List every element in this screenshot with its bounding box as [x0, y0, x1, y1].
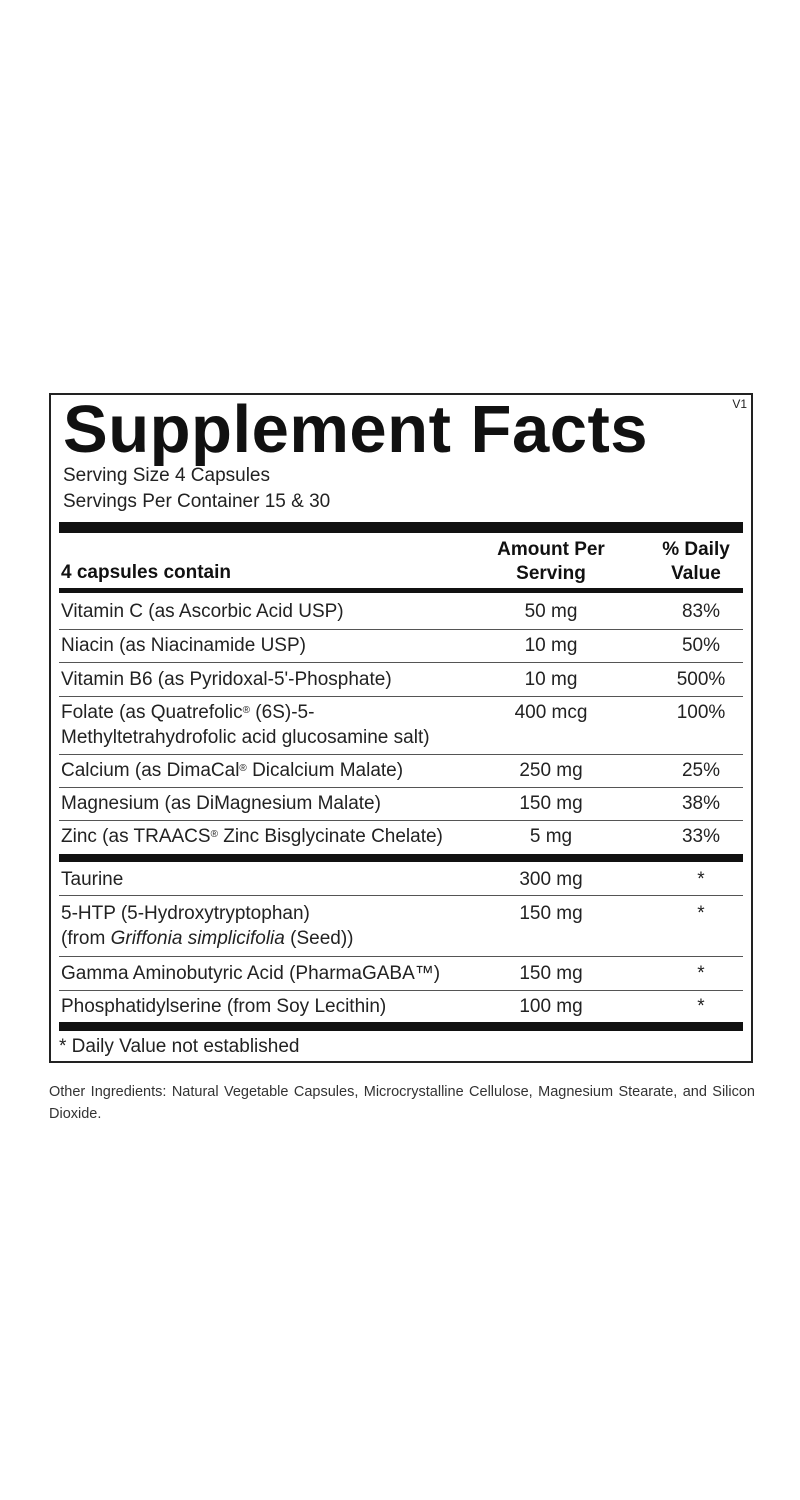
nutrient-dv: 100%	[676, 702, 726, 723]
row-divider	[59, 787, 743, 788]
registered-mark: ®	[242, 705, 251, 716]
row-divider	[59, 662, 743, 663]
nutrient-amount: 100 mg	[519, 996, 583, 1017]
nutrient-amount: 10 mg	[524, 669, 578, 690]
thick-divider	[59, 854, 743, 862]
row-divider	[59, 820, 743, 821]
row-divider	[59, 629, 743, 630]
nutrient-name: Gamma Aminobutyric Acid (PharmaGABA™)	[61, 963, 441, 984]
nutrient-name: Taurine	[61, 869, 124, 890]
row-divider	[59, 895, 743, 896]
nutrient-amount: 300 mg	[519, 869, 583, 890]
nutrient-name	[61, 824, 443, 849]
nutrient-name-line2: Methyltetrahydrofolic acid glucosamine salt)	[61, 727, 430, 748]
nutrient-name	[61, 901, 353, 951]
supplement-facts-panel	[49, 393, 753, 1063]
registered-mark: ®	[210, 829, 218, 840]
nutrient-dv: 25%	[681, 760, 721, 781]
nutrient-name	[61, 700, 430, 750]
row-divider	[59, 990, 743, 991]
registered-mark: ®	[239, 763, 247, 774]
other-ingredients: Other Ingredients: Natural Vegetable Capsules, Microcrystalline Cellulose, Magnesium Stearate, and Silicon Dioxide.	[49, 1084, 755, 1122]
nutrient-name-part: (from	[61, 928, 111, 949]
nutrient-name-part: Folate (as Quatrefolic	[61, 702, 243, 723]
panel-title: Supplement Facts	[63, 392, 649, 467]
nutrient-amount: 250 mg	[519, 760, 583, 781]
nutrient-name	[61, 758, 403, 783]
nutrient-dv: *	[697, 869, 705, 890]
nutrient-dv: 33%	[681, 826, 721, 847]
nutrient-name: Niacin (as Niacinamide USP)	[61, 635, 306, 656]
nutrient-dv: *	[697, 903, 705, 924]
row-divider	[59, 696, 743, 697]
nutrient-dv: 38%	[681, 793, 721, 814]
nutrient-amount: 5 mg	[529, 826, 573, 847]
version-label: V1	[732, 397, 747, 411]
amount-header-line2: Serving	[516, 563, 586, 584]
nutrient-name-part: Dicalcium Malate)	[246, 760, 404, 781]
footnote: * Daily Value not established	[59, 1036, 300, 1057]
amount-header-line1: Amount Per	[497, 539, 605, 560]
nutrient-name: Phosphatidylserine (from Soy Lecithin)	[61, 996, 387, 1017]
thick-divider	[59, 522, 743, 533]
dv-header-line2: Value	[671, 563, 721, 584]
nutrient-dv: *	[697, 996, 705, 1017]
nutrient-name-part: (Seed))	[284, 928, 354, 949]
nutrient-dv: 83%	[681, 601, 721, 622]
nutrient-name-part: Calcium (as DimaCal	[61, 760, 240, 781]
nutrient-amount: 400 mcg	[514, 702, 588, 723]
row-divider	[59, 956, 743, 957]
amount-header	[481, 538, 621, 586]
nutrient-name-part: 5-HTP (5-Hydroxytryptophan)	[61, 903, 310, 924]
nutrient-name-part: Zinc Bisglycinate Chelate)	[217, 826, 443, 847]
nutrient-dv: *	[697, 963, 705, 984]
servings-per-container: Servings Per Container 15 & 30	[63, 491, 331, 512]
thick-divider	[59, 1022, 743, 1031]
nutrient-name: Magnesium (as DiMagnesium Malate)	[61, 793, 381, 814]
serving-size: Serving Size 4 Capsules	[63, 465, 270, 486]
nutrient-name-part: (6S)-5-	[250, 702, 315, 723]
nutrient-amount: 150 mg	[519, 963, 583, 984]
nutrient-name-part: Zinc (as TRAACS	[61, 826, 211, 847]
nutrient-name: Vitamin C (as Ascorbic Acid USP)	[61, 601, 344, 622]
nutrient-dv: 500%	[676, 669, 726, 690]
medium-divider	[59, 588, 743, 593]
nutrient-name: Vitamin B6 (as Pyridoxal-5'-Phosphate)	[61, 669, 392, 690]
contain-label: 4 capsules contain	[61, 562, 232, 583]
row-divider	[59, 754, 743, 755]
nutrient-amount: 150 mg	[519, 903, 583, 924]
botanical-name: Griffonia simplicifolia	[110, 928, 285, 949]
dv-header	[646, 538, 746, 586]
nutrient-amount: 50 mg	[524, 601, 578, 622]
nutrient-amount: 150 mg	[519, 793, 583, 814]
dv-header-line1: % Daily	[662, 539, 730, 560]
nutrient-amount: 10 mg	[524, 635, 578, 656]
nutrient-dv: 50%	[681, 635, 721, 656]
